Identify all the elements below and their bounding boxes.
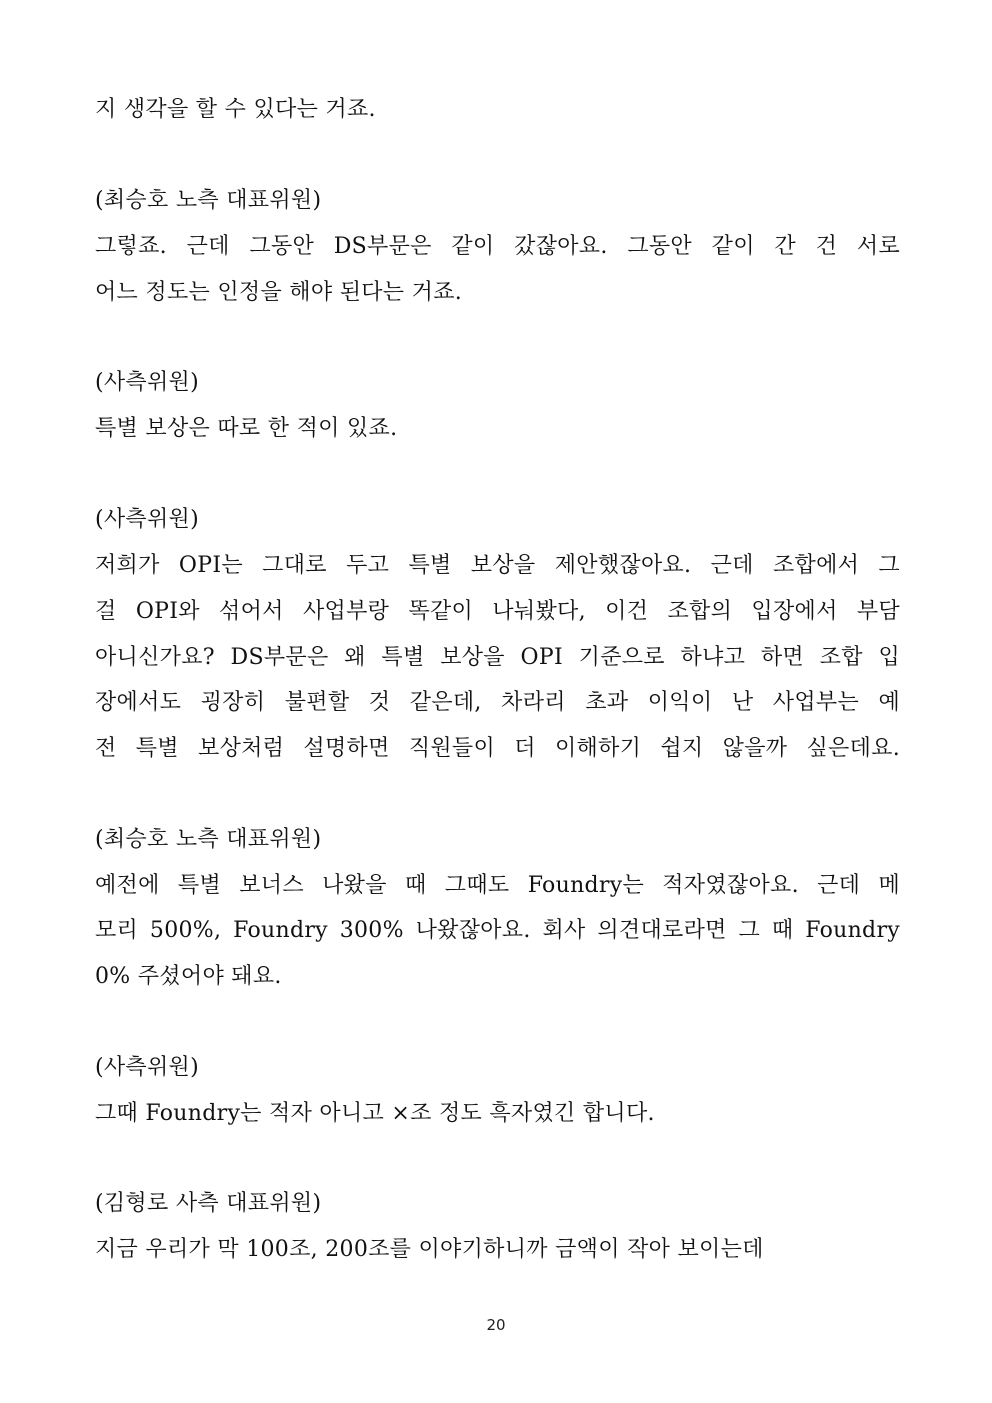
page-number: 20 <box>486 1316 506 1334</box>
body-text-line: 아니신가요? DS부문은 왜 특별 보상을 OPI 기준으로 하냐고 하면 조합 입 <box>95 645 900 670</box>
body-text-line: 전 특별 보상처럼 설명하면 직원들이 더 이해하기 쉽지 않을까 싶은데요. <box>95 736 900 761</box>
speaker-label: (사측위원) <box>95 1055 199 1080</box>
body-text-line: 어느 정도는 인정을 해야 된다는 거죠. <box>95 280 463 305</box>
body-text-line: 저희가 OPI는 그대로 두고 특별 보상을 제안했잖아요. 근데 조합에서 그 <box>95 553 900 578</box>
body-text-line: 장에서도 굉장히 불편할 것 같은데, 차라리 초과 이익이 난 사업부는 예 <box>95 690 900 715</box>
speaker-label: (최승호 노측 대표위원) <box>95 188 322 213</box>
speaker-label: (사측위원) <box>95 370 199 395</box>
body-text-line: 지 생각을 할 수 있다는 거죠. <box>95 97 376 122</box>
body-text-line: 걸 OPI와 섞어서 사업부랑 똑같이 나눠봤다, 이건 조합의 입장에서 부담 <box>95 599 900 624</box>
speaker-label: (사측위원) <box>95 507 199 532</box>
body-text-line: 0% 주셨어야 돼요. <box>95 964 282 989</box>
body-text-line: 특별 보상은 따로 한 적이 있죠. <box>95 416 398 441</box>
speaker-label: (최승호 노측 대표위원) <box>95 827 322 852</box>
body-text-line: 예전에 특별 보너스 나왔을 때 그때도 Foundry는 적자였잖아요. 근데 메 <box>95 873 900 898</box>
speaker-label: (김형로 사측 대표위원) <box>95 1191 322 1216</box>
body-text-line: 그렇죠. 근데 그동안 DS부문은 같이 갔잖아요. 그동안 같이 간 건 서로 <box>95 234 900 259</box>
body-text-line: 지금 우리가 막 100조, 200조를 이야기하니까 금액이 작아 보이는데 <box>95 1237 764 1262</box>
body-text-line: 모리 500%, Foundry 300% 나왔잖아요. 회사 의견대로라면 그 때 Foundry <box>95 918 900 943</box>
body-text-line: 그때 Foundry는 적자 아니고 ×조 정도 흑자였긴 합니다. <box>95 1101 655 1126</box>
